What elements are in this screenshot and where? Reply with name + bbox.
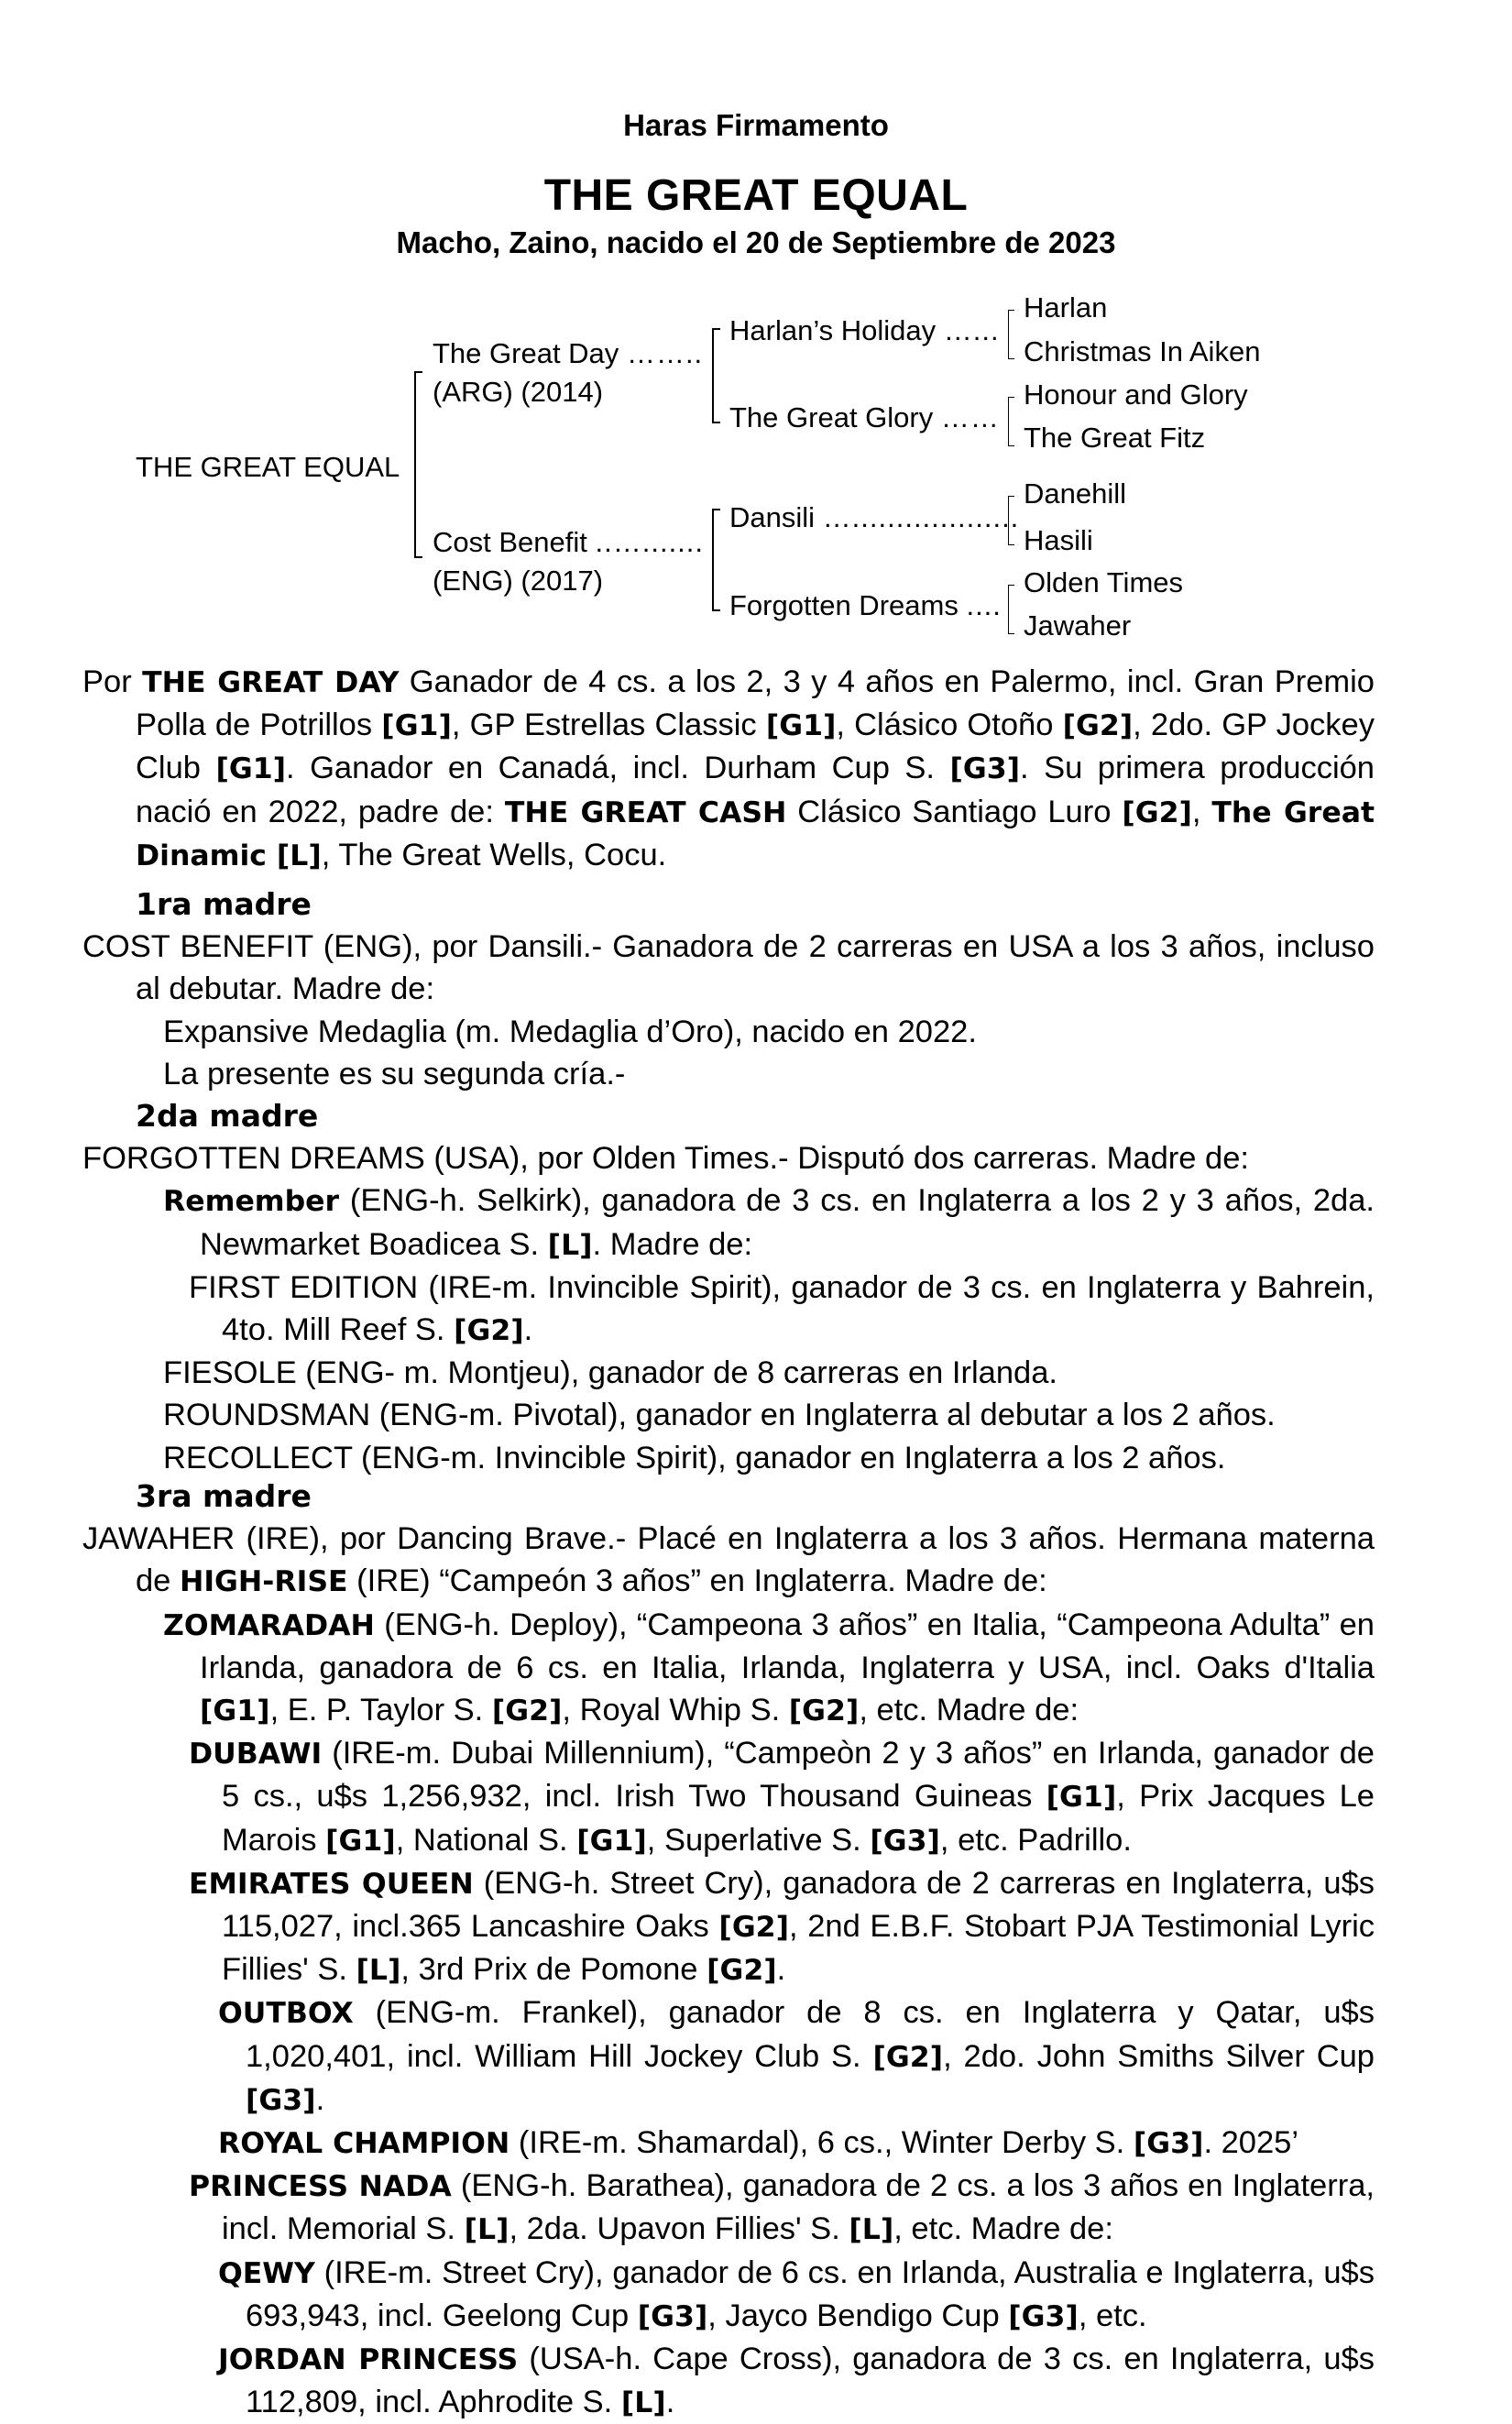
first-dam-heading: 1ra madre [136,886,312,922]
offspring-qewy: QEWY (IRE-m. Street Cry), ganador de 6 cs. en Irlanda, Australia e Inglaterra, u$s 693,943, incl. Geelong Cup [G3], Jayco Bendigo Cup [G3], etc. [218,2254,1375,2333]
pedigree-dam: Cost Benefit ..…....... [433,526,705,558]
offspring-first-edition: FIRST EDITION (IRE-m. Invincible Spirit), ganador de 3 cs. en Inglaterra y Bahrein, 4to. Mill Reef S. [G2]. [189,1269,1375,1348]
pedigree-subject: THE GREAT EQUAL [136,451,400,483]
first-dam-offspring: Expansive Medaglia (m. Medaglia d’Oro), nacido en 2022. [163,1014,977,1049]
offspring-fiesole: FIESOLE (ENG- m. Montjeu), ganador de 8 carreras en Irlanda. [163,1355,1058,1391]
pedigree-sire-info: (ARG) (2014) [433,376,604,408]
offspring-jordan-princess: JORDAN PRINCESS (USA-h. Cape Cross), ganadora de 3 cs. en Inglaterra, u$s 112,809, incl. Aphrodite S. [L]. [218,2342,1375,2420]
bracket-g3-1 [1008,310,1014,359]
pedigree-g3-item: Harlan [1024,291,1108,324]
second-dam-heading: 2da madre [136,1098,319,1134]
pedigree-g3-item: Hasili [1024,524,1093,556]
third-dam-text: JAWAHER (IRE), por Dancing Brave.- Placé en Inglaterra a los 3 años. Hermana materna de HIGH-RISE (IRE) “Campeón 3 años” en Inglaterra. Madre de: [82,1521,1375,1599]
pedigree-dam-dam: Forgotten Dreams .... [729,589,1002,621]
horse-description: Macho, Zaino, nacido el 20 de Septiembre de 2023 [396,225,1116,259]
offspring-zomaradah: ZOMARADAH (ENG-h. Deploy), “Campeona 3 años” en Italia, “Campeona Adulta” en Irlanda, ganadora de 6 cs. en Italia, Irlanda, Inglaterra y USA, incl. Oaks d'Italia [G1], E. P. Taylor S. [G2], Royal Whip S. [G2], etc. Madre de: [163,1607,1375,1728]
bracket-g3-3 [1008,496,1014,545]
first-dam-note: La presente es su segunda cría.- [163,1056,626,1091]
farm-name: Haras Firmamento [623,108,889,142]
offspring-princess-nada: PRINCESS NADA (ENG-h. Barathea), ganadora de 2 cs. a los 3 años en Inglaterra, incl. Memorial S. [L], 2da. Upavon Fillies' S. [L], etc. Madre de: [189,2168,1375,2247]
offspring-royal-champion: ROYAL CHAMPION (IRE-m. Shamardal), 6 cs., Winter Derby S. [G3]. 2025’ [218,2125,1299,2161]
pedigree-dam-sire: Dansili …................... [729,501,1020,533]
second-dam-text: FORGOTTEN DREAMS (USA), por Olden Times.- Disputó dos carreras. Madre de: [82,1141,1249,1177]
pedigree-sire-sire: Harlan’s Holiday …... [729,314,1000,346]
second-dam-section [0,1095,1512,1479]
bracket-g3-2 [1008,397,1014,446]
pedigree-g3-item: Olden Times [1024,566,1184,598]
offspring-outbox: OUTBOX (ENG-m. Frankel), ganador de 8 cs. en Inglaterra y Qatar, u$s 1,020,401, incl. William Hill Jockey Club S. [G2], 2do. John Smiths Silver Cup [G3]. [218,1995,1375,2117]
pedigree-sire-dam: The Great Glory …… [729,401,1000,433]
offspring-remember: Remember (ENG-h. Selkirk), ganadora de 3 cs. en Inglaterra a los 2 y 3 años, 2da. Newmarket Boadicea S. [L]. Madre de: [163,1183,1375,1262]
pedigree-sire: The Great Day …….. [433,337,704,369]
first-dam-text: COST BENEFIT (ENG), por Dansili.- Ganadora de 2 carreras en USA a los 3 años, incluso al debutar. Madre de: [82,929,1375,1007]
first-dam-section [0,883,1512,1095]
offspring-recollect: RECOLLECT (ENG-m. Invincible Spirit), ganador en Inglaterra a los 2 años. [163,1440,1226,1475]
sire-paragraph: Por THE GREAT DAY Ganador de 4 cs. a los 2, 3 y 4 años en Palermo, incl. Gran Premio Polla de Potrillos [G1], GP Estrellas Classic [G1], Clásico Otoño [G2], 2do. GP Jockey Club [G1]. Ganador en Canadá, incl. Durham Cup S. [G3]. Su primera producción nació en 2022, padre de: THE GREAT CASH Clásico Santiago Luro [G2], The Great Dinamic [L], The Great Wells, Cocu. [82,664,1375,872]
offspring-emirates-queen: EMIRATES QUEEN (ENG-h. Street Cry), ganadora de 2 carreras en Inglaterra, u$s 115,027, incl.365 Lancashire Oaks [G2], 2nd E.B.F. Stobart PJA Testimonial Lyric Fillies' S. [L], 3rd Prix de Pomone [G2]. [189,1865,1375,1988]
pedigree-g3-item: Jawaher [1024,609,1132,642]
offspring-roundsman: ROUNDSMAN (ENG-m. Pivotal), ganador en Inglaterra al debutar a los 2 años. [163,1398,1276,1433]
pedigree-g3-item: Danehill [1024,477,1127,510]
third-dam-heading: 3ra madre [136,1478,312,1514]
offspring-dubawi: DUBAWI (IRE-m. Dubai Millennium), “Campeòn 2 y 3 años” en Irlanda, ganador de 5 cs., u$s 1,256,932, incl. Irish Two Thousand Guineas [G1], Prix Jacques Le Marois [G1], National S. [G1], Superlative S. [G3], etc. Padrillo. [189,1736,1375,1858]
third-dam-section [0,1475,1512,2424]
horse-name: THE GREAT EQUAL [543,171,969,220]
pedigree-dam-info: (ENG) (2017) [433,565,604,597]
bracket-dam [712,509,720,611]
bracket-g3-4 [1008,585,1014,634]
bracket-sire [712,328,720,423]
pedigree-g3-item: Christmas In Aiken [1024,335,1261,367]
pedigree-g3-item: Honour and Glory [1024,378,1248,411]
pedigree-g3-item: The Great Fitz [1024,422,1206,454]
bracket-gen1 [414,371,422,558]
